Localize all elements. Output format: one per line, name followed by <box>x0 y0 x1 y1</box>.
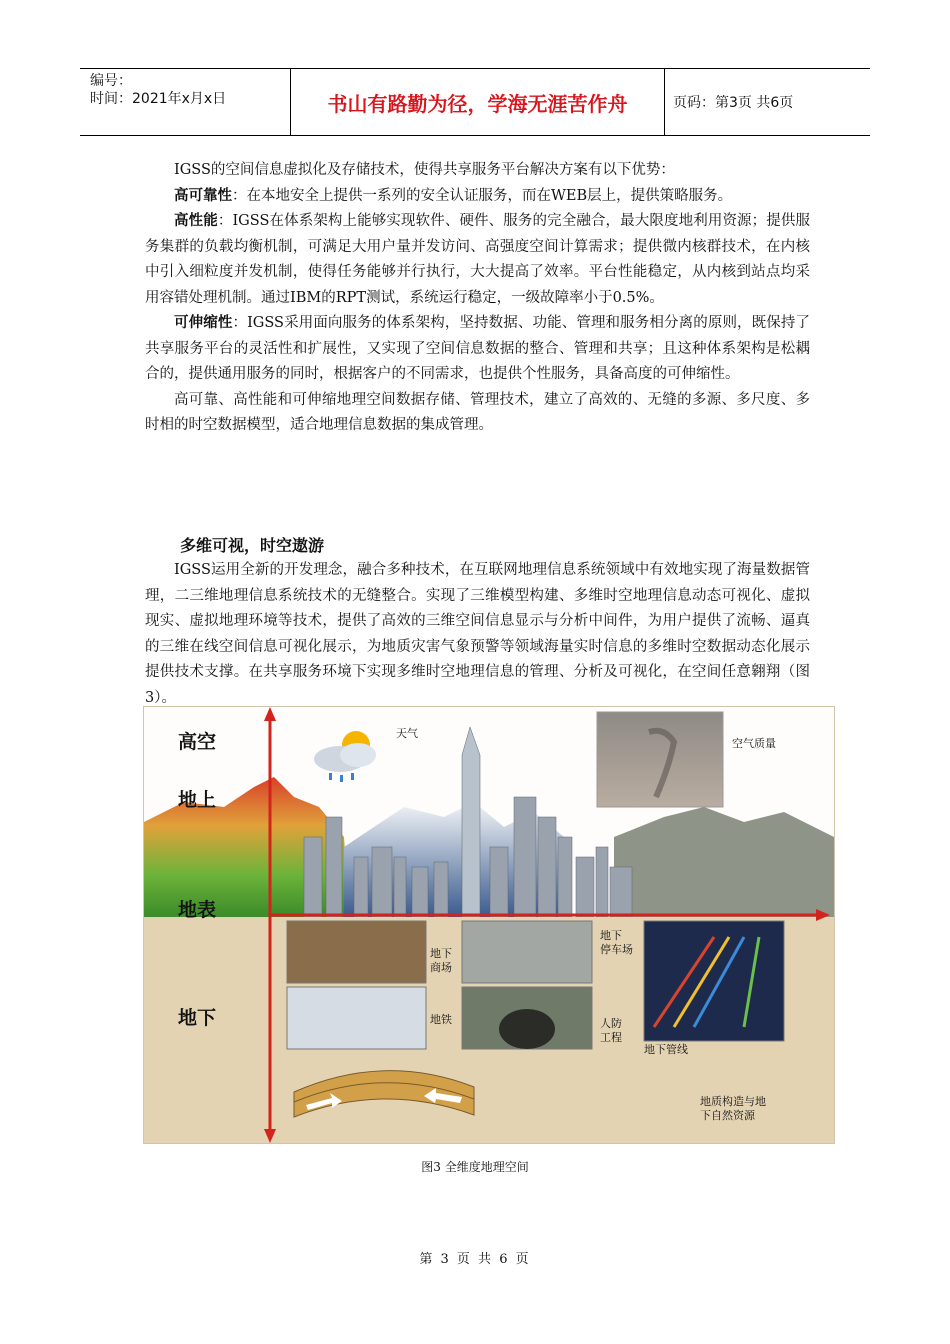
label-weather: 天气 <box>396 727 418 740</box>
section-title: 多维可视，时空遨游 <box>180 536 325 555</box>
page-footer: 第 3 页 共 6 页 <box>419 1252 531 1267</box>
label-geology: 地质构造与地 下自然资源 <box>700 1095 766 1122</box>
level-above-ground: 地上 <box>178 789 217 811</box>
performance-heading: 高性能 <box>174 213 218 229</box>
figure-caption: 图3 全维度地理空间 <box>421 1160 529 1174</box>
level-surface: 地表 <box>178 899 217 921</box>
label-underground-parking: 地下 停车场 <box>600 929 633 956</box>
scalability-heading: 可伸缩性 <box>174 315 233 331</box>
label-metro: 地铁 <box>430 1013 452 1026</box>
paragraph-scalability <box>145 311 810 388</box>
section-text <box>145 558 810 711</box>
label-civil-defense: 人防 工程 <box>600 1017 622 1044</box>
label-underground-mall: 地下 商场 <box>430 947 452 974</box>
level-underground: 地下 <box>178 1007 217 1029</box>
paragraph-intro: IGSS的空间信息虚拟化及存储技术，使得共享服务平台解决方案有以下优势： <box>174 162 675 178</box>
reliability-text: ：在本地安全上提供一系列的安全认证服务，而在WEB层上，提供策略服务。 <box>232 187 733 204</box>
header-meta <box>80 69 291 135</box>
paragraph-performance <box>145 209 810 311</box>
main-text <box>145 158 810 439</box>
performance-text: ：IGSS在体系架构上能够实现软件、硬件、服务的完全融合，最大限度地利用资源；提供服务集群的负载均衡机制，可满足大用户量并发访问、高强度空间计算需求；提供微内核群技术，在内核中引入细粒度并发机制，使得任务能够并行执行，大大提高了效率。平台性能稳定，从内核到站点均采用容错处理机制。通过IBM的RPT测试，系统运行稳定，一级故障率小于0.5%。 <box>145 213 811 306</box>
label-air-quality: 空气质量 <box>732 737 776 750</box>
paragraph-visualization: IGSS运用全新的开发理念，融合多种技术，在互联网地理信息系统领域中有效地实现了海量数据管理，二三维地理信息系统技术的无缝整合。实现了三维模型构建、多维时空地理信息动态可视化、虚拟现实、虚拟地理环境等技术，提供了高效的三维空间信息显示与分析中间件，为用户提供了流畅、逼真的三维在线空间信息可视化展示，为地质灾害气象预警等领域海量实时信息的多维时空数据动态化展示提供技术支撑。在共享服务环境下实现多维时空地理信息的管理、分析及可视化，在空间任意翱翔（图3）。 <box>145 562 810 706</box>
time-label: 时间：2021年x月x日 <box>90 91 227 107</box>
reliability-heading: 高可靠性 <box>174 187 232 204</box>
label-pipeline: 地下管线 <box>644 1043 688 1056</box>
paragraph-reliability <box>145 184 810 210</box>
header-motto: 书山有路勤为径，学海无涯苦作舟 <box>291 69 665 135</box>
paragraph-summary: 高可靠、高性能和可伸缩地理空间数据存储、管理技术，建立了高效的、无缝的多源、多尺度、多时相的时空数据模型，适合地理信息数据的集成管理。 <box>145 391 810 433</box>
number-label: 编号： <box>90 73 132 89</box>
figure-illustration <box>144 707 834 1143</box>
page-header <box>80 68 870 136</box>
scalability-text: ：IGSS采用面向服务的体系架构，坚持数据、功能、管理和服务相分离的原则，既保持了共享服务平台的灵活性和扩展性，又实现了空间信息数据的整合、管理和共享；且这种体系架构是松耦合的，提供通用服务的同时，根据客户的不同需求，也提供个性服务，具备高度的可伸缩性。 <box>145 315 811 382</box>
level-high-altitude: 高空 <box>178 731 217 753</box>
geo-space-figure <box>143 706 835 1144</box>
header-page-number: 页码：第3页 共6页 <box>673 95 794 111</box>
